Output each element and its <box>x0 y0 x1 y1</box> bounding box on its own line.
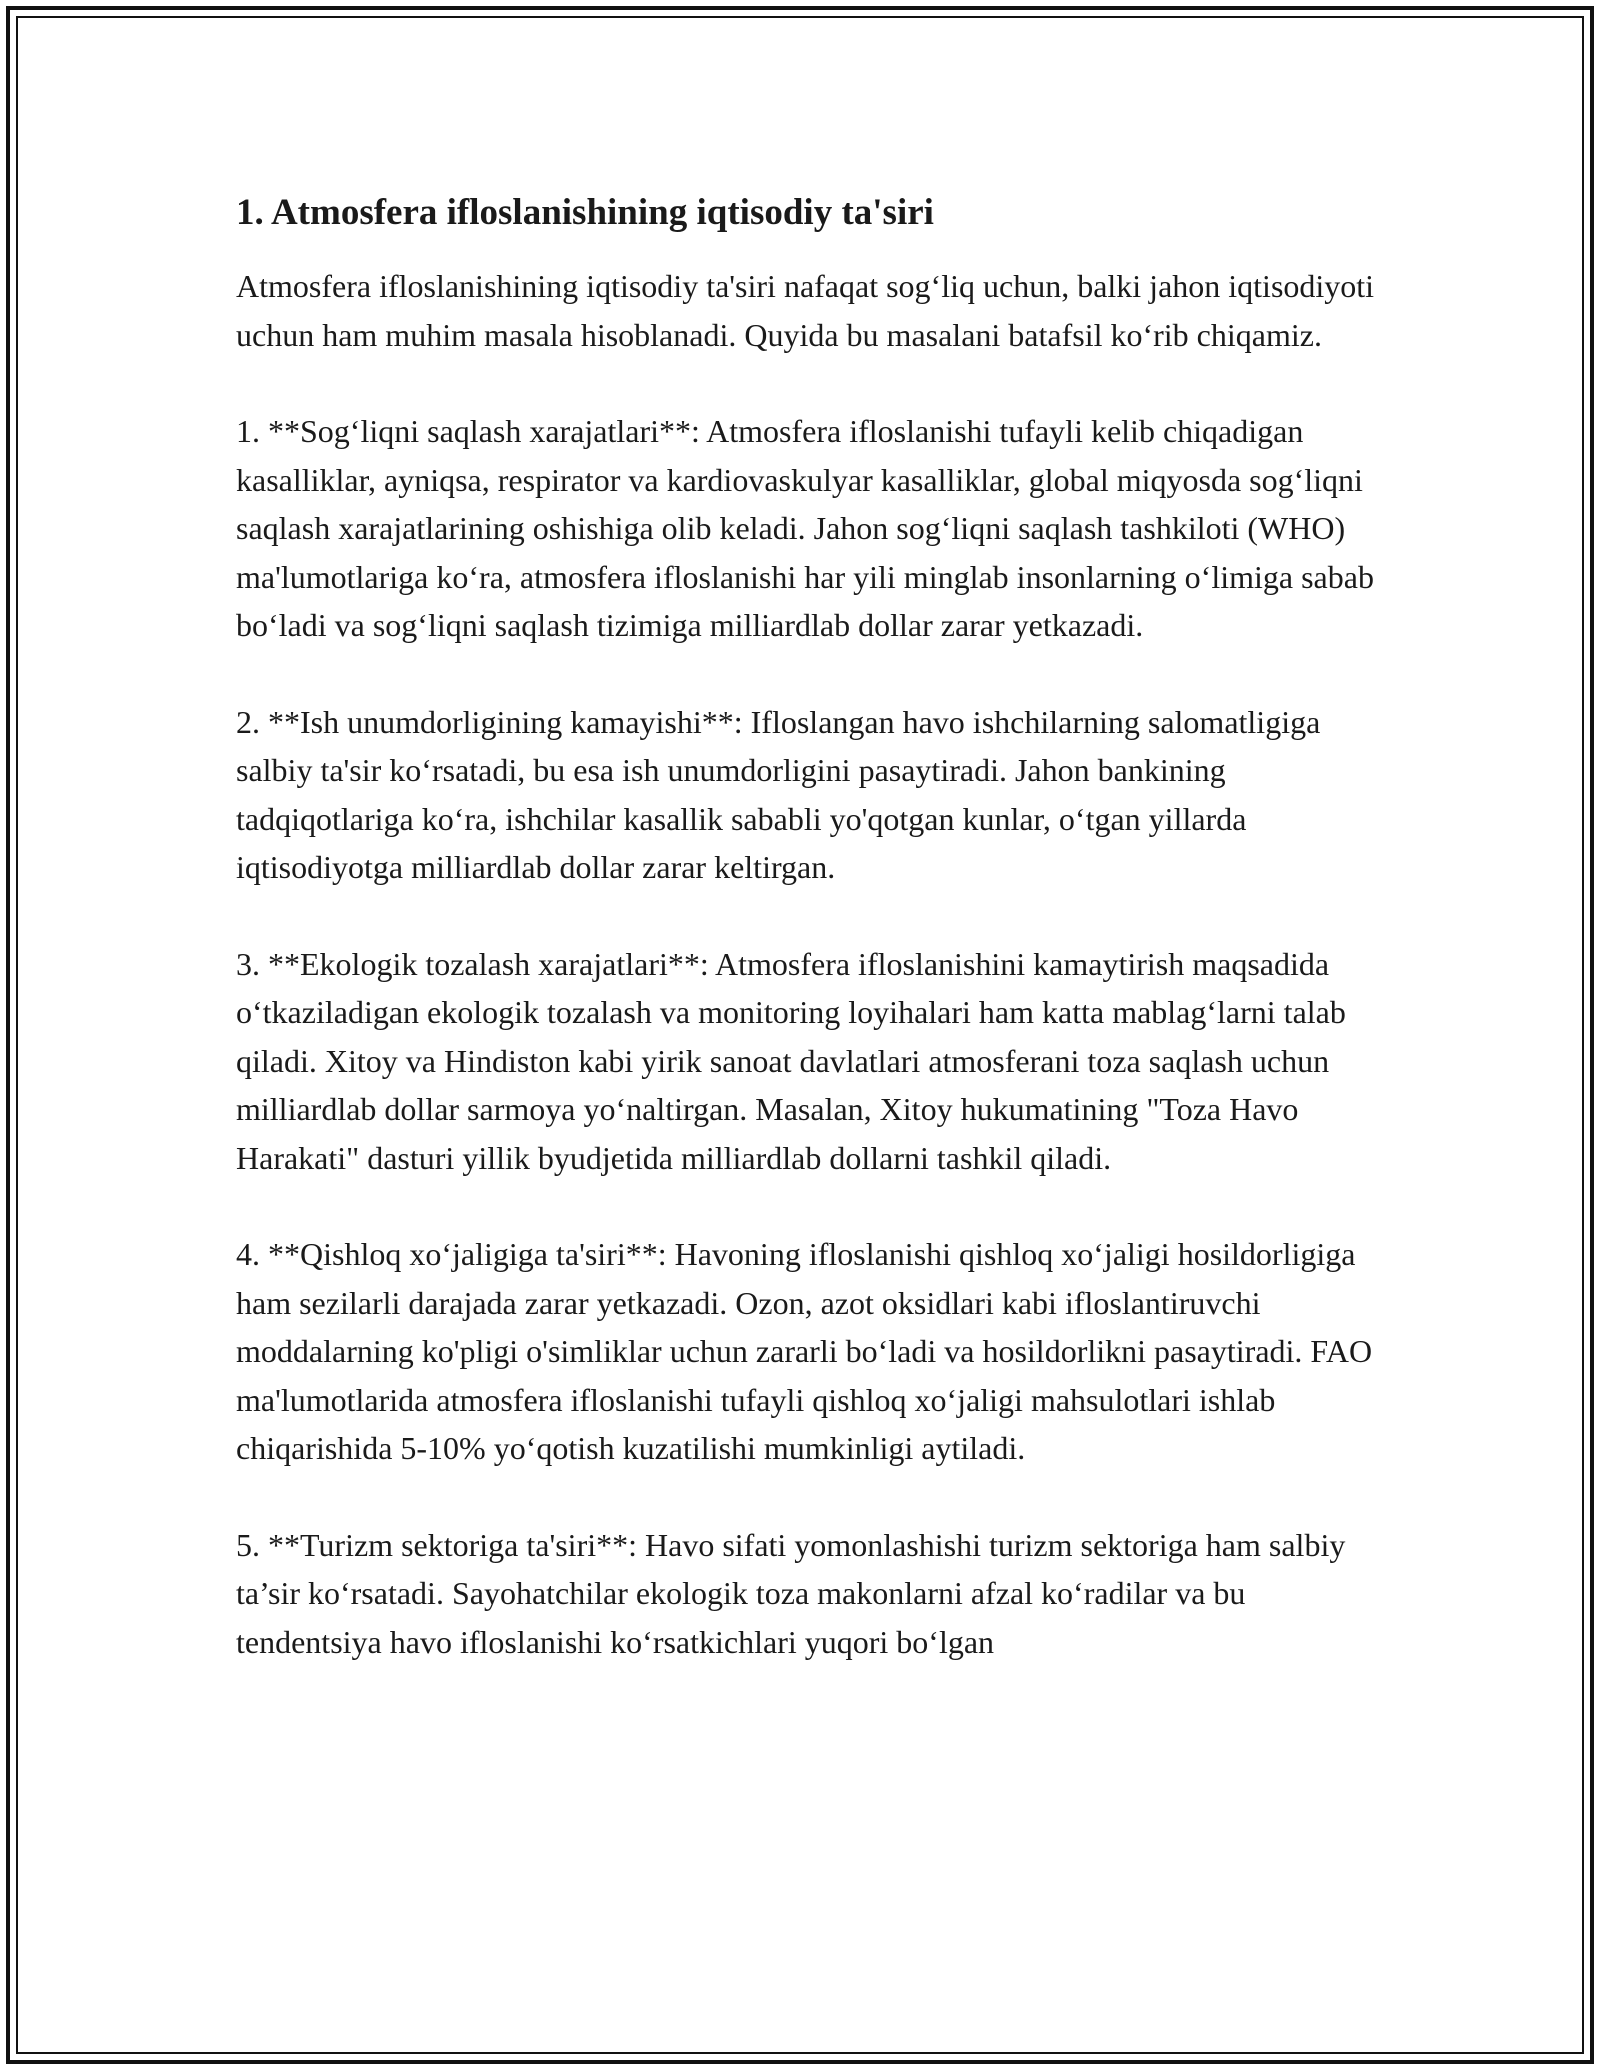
paragraph-productivity-decline: 2. **Ish unumdorligining kamayishi**: Ifloslangan havo ishchilarning salomatligiga salbiy ta'sir ko‘rsatadi, bu esa ish unumdorligini pasaytiradi. Jahon bankining tadqiqotlariga ko‘ra, ishchilar kasallik sababli yo'qotgan kunlar, o‘tgan yillarda iqtisodiyotga milliardlab dollar zarar keltirgan. <box>236 703 1321 885</box>
document-body <box>236 188 1386 1714</box>
document-title: 1. Atmosfera ifloslanishining iqtisodiy ta'siri <box>236 192 934 233</box>
paragraph-cleanup-costs: 3. **Ekologik tozalash xarajatlari**: Atmosfera ifloslanishini kamaytirish maqsadida o‘tkaziladigan ekologik tozalash va monitoring loyihalari ham katta mablag‘larni talab qiladi. Xitoy va Hindiston kabi yirik sanoat davlatlari atmosferani toza saqlash uchun milliardlab dollar sarmoya yo‘naltirgan. Masalan, Xitoy hukumatining "Toza Havo Harakati" dasturi yillik byudjetida milliardlab dollarni tashkil qiladi. <box>236 945 1346 1176</box>
paragraph-agriculture-impact: 4. **Qishloq xo‘jaligiga ta'siri**: Havoning ifloslanishi qishloq xo‘jaligi hosildorligiga ham sezilarli darajada zarar yetkazadi. Ozon, azot oksidlari kabi ifloslantiruvchi moddalarning ko'pligi o'simliklar uchun zararli bo‘ladi va hosildorlikni pasaytiradi. FAO ma'lumotlarida atmosfera ifloslanishi tufayli qishloq xo‘jaligi mahsulotlari ishlab chiqarishida 5-10% yo‘qotish kuzatilishi mumkinligi aytiladi. <box>236 1236 1373 1466</box>
paragraph-tourism-impact: 5. **Turizm sektoriga ta'siri**: Havo sifati yomonlashishi turizm sektoriga ham salbiy ta’sir ko‘rsatadi. Sayohatchilar ekologik toza makonlarni afzal ko‘radilar va bu tendentsiya havo ifloslanishi ko‘rsatkichlari yuqori bo‘lgan <box>236 1526 1346 1660</box>
intro-paragraph: Atmosfera ifloslanishining iqtisodiy ta'siri nafaqat sog‘liq uchun, balki jahon iqtisodiyoti uchun ham muhim masala hisoblanadi. Quyida bu masalani batafsil ko‘rib chiqamiz. <box>236 268 1375 353</box>
paragraph-healthcare-costs: 1. **Sog‘liqni saqlash xarajatlari**: Atmosfera ifloslanishi tufayli kelib chiqadigan kasalliklar, ayniqsa, respirator va kardiovaskulyar kasalliklar, global miqyosda sog‘liqni saqlash xarajatlarining oshishiga olib keladi. Jahon sog‘liqni saqlash tashkiloti (WHO) ma'lumotlariga ko‘ra, atmosfera ifloslanishi har yili minglab insonlarning o‘limiga sabab bo‘ladi va sog‘liqni saqlash tizimiga milliardlab dollar zarar yetkazadi. <box>236 413 1374 643</box>
